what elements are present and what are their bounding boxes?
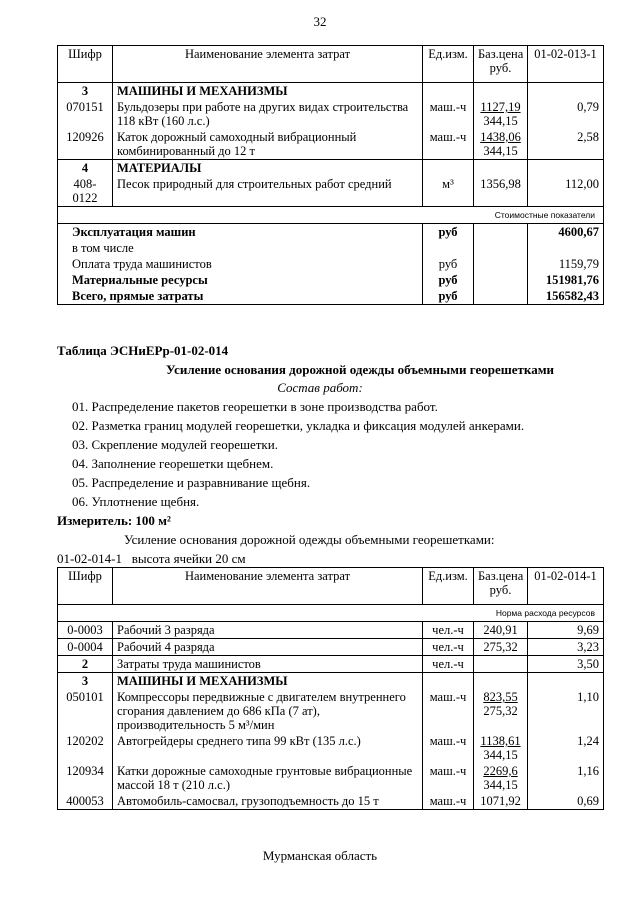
row-value: 3,50 bbox=[528, 656, 604, 673]
row-unit: маш.-ч bbox=[423, 763, 474, 793]
summary-name: Оплата труда машинистов bbox=[58, 256, 423, 272]
summary-row bbox=[58, 272, 604, 288]
summary-name: Всего, прямые затраты bbox=[58, 288, 423, 305]
row-name: Рабочий 4 разряда bbox=[113, 639, 423, 656]
row-value: 0,79 bbox=[528, 99, 604, 129]
row-name: Компрессоры передвижные с двигателем внутреннего сгорания давлением до 686 кПа (7 ат), производительность 5 м³/мин bbox=[113, 689, 423, 733]
row-code: 408-0122 bbox=[58, 176, 113, 207]
row-unit: маш.-ч bbox=[423, 689, 474, 733]
work-item: 06. Уплотнение щебня. bbox=[72, 494, 200, 509]
summary-unit: руб bbox=[423, 256, 474, 272]
row-code: 120202 bbox=[58, 733, 113, 763]
row-value: 2,58 bbox=[528, 129, 604, 160]
row-value: 0,69 bbox=[528, 793, 604, 810]
work-item: 01. Распределение пакетов георешетки в зоне производства работ. bbox=[72, 399, 438, 414]
group-number: 3 bbox=[58, 83, 113, 100]
work-item: 02. Разметка границ модулей георешетки, укладка и фиксация модулей анкерами. bbox=[72, 418, 525, 433]
row-name: Песок природный для строительных работ средний bbox=[113, 176, 423, 207]
row-code: 400053 bbox=[58, 793, 113, 810]
summary-value: 4600,67 bbox=[528, 224, 604, 241]
price-wage: 344,15 bbox=[483, 144, 518, 158]
row-price bbox=[474, 763, 528, 793]
row-value: 1,24 bbox=[528, 733, 604, 763]
row-price: 1356,98 bbox=[474, 176, 528, 207]
table-row bbox=[58, 689, 604, 733]
summary-unit: руб bbox=[423, 224, 474, 241]
row-unit: маш.-ч bbox=[423, 129, 474, 160]
row-name: Каток дорожный самоходный вибрационный комбинированный до 12 т bbox=[113, 129, 423, 160]
row-price bbox=[474, 129, 528, 160]
subheading: Усиление основания дорожной одежды объемными георешетками: bbox=[124, 532, 495, 547]
row-name: Бульдозеры при работе на других видах строительства 118 кВт (160 л.с.) bbox=[113, 99, 423, 129]
group-number: 2 bbox=[58, 656, 113, 673]
code-line: 01-02-014-1 высота ячейки 20 см bbox=[57, 551, 246, 566]
row-unit: маш.-ч bbox=[423, 99, 474, 129]
table-row bbox=[58, 99, 604, 129]
price-base: 2269,6 bbox=[483, 764, 518, 778]
row-code: 070151 bbox=[58, 99, 113, 129]
price-wage: 344,15 bbox=[483, 748, 518, 762]
row-unit: маш.-ч bbox=[423, 793, 474, 810]
works-title: Состав работ: bbox=[277, 380, 363, 395]
group-row bbox=[58, 673, 604, 690]
summary-row bbox=[58, 256, 604, 272]
row-value: 1,16 bbox=[528, 763, 604, 793]
table-row bbox=[58, 763, 604, 793]
row-name: Автомобиль-самосвал, грузоподъемность до 15 т bbox=[113, 793, 423, 810]
table-row bbox=[58, 176, 604, 207]
row-value: 3,23 bbox=[528, 639, 604, 656]
header-price: Баз.цена руб. bbox=[474, 46, 528, 83]
resource-table-2 bbox=[57, 567, 604, 810]
group-title: МАШИНЫ И МЕХАНИЗМЫ bbox=[113, 83, 423, 100]
price-wage: 344,15 bbox=[483, 778, 518, 792]
price-base: 1438,06 bbox=[480, 130, 521, 144]
row-code: 0-0004 bbox=[58, 639, 113, 656]
summary-name: в том числе bbox=[58, 240, 423, 256]
row-unit: маш.-ч bbox=[423, 733, 474, 763]
price-base: 823,55 bbox=[483, 690, 518, 704]
row-code: 050101 bbox=[58, 689, 113, 733]
group-title: МАТЕРИАЛЫ bbox=[113, 160, 423, 177]
resource-table-1 bbox=[57, 45, 604, 305]
group-number: 3 bbox=[58, 673, 113, 690]
header-unit: Ед.изм. bbox=[423, 46, 474, 83]
row-price: 275,32 bbox=[474, 639, 528, 656]
header-column-id: 01-02-013-1 bbox=[528, 46, 604, 83]
row-price: 1071,92 bbox=[474, 793, 528, 810]
row-name: Автогрейдеры среднего типа 99 кВт (135 л.с.) bbox=[113, 733, 423, 763]
group-title: МАШИНЫ И МЕХАНИЗМЫ bbox=[113, 673, 423, 690]
summary-value: 151981,76 bbox=[528, 272, 604, 288]
table-header bbox=[58, 46, 604, 83]
row-price bbox=[474, 689, 528, 733]
table-row bbox=[58, 793, 604, 810]
row-unit: чел.-ч bbox=[423, 656, 474, 673]
section-label: Стоимостные показатели bbox=[58, 207, 604, 224]
price-wage: 275,32 bbox=[483, 704, 518, 718]
section-label-row bbox=[58, 605, 604, 622]
table-title: Таблица ЭСНиЕРр-01-02-014 bbox=[57, 343, 229, 358]
summary-value: 1159,79 bbox=[528, 256, 604, 272]
work-item: 03. Скрепление модулей георешетки. bbox=[72, 437, 278, 452]
summary-name: Материальные ресурсы bbox=[58, 272, 423, 288]
norm-label: Норма расхода ресурсов bbox=[58, 605, 604, 622]
measure-unit: Измеритель: 100 м² bbox=[57, 513, 171, 528]
row-code: 120926 bbox=[58, 129, 113, 160]
header-name: Наименование элемента затрат bbox=[113, 568, 423, 605]
row-unit: чел.-ч bbox=[423, 639, 474, 656]
page-number: 32 bbox=[313, 14, 327, 29]
row-name: Катки дорожные самоходные грунтовые вибрационные массой 18 т (210 л.с.) bbox=[113, 763, 423, 793]
group-number: 4 bbox=[58, 160, 113, 177]
summary-unit: руб bbox=[423, 288, 474, 305]
group-title: Затраты труда машинистов bbox=[113, 656, 423, 673]
price-base: 1138,61 bbox=[480, 734, 521, 748]
row-code: 0-0003 bbox=[58, 622, 113, 639]
group-row bbox=[58, 160, 604, 177]
table-header bbox=[58, 568, 604, 605]
row-unit: чел.-ч bbox=[423, 622, 474, 639]
row-code: 120934 bbox=[58, 763, 113, 793]
summary-unit: руб bbox=[423, 272, 474, 288]
page-footer: Мурманская область bbox=[262, 848, 378, 863]
summary-value: 156582,43 bbox=[528, 288, 604, 305]
table-row bbox=[58, 622, 604, 639]
summary-row bbox=[58, 224, 604, 241]
summary-row bbox=[58, 240, 604, 256]
row-unit: м³ bbox=[423, 176, 474, 207]
group-row bbox=[58, 83, 604, 100]
work-item: 04. Заполнение георешетки щебнем. bbox=[72, 456, 274, 471]
work-item: 05. Распределение и разравнивание щебня. bbox=[72, 475, 311, 490]
price-base: 1127,19 bbox=[480, 100, 521, 114]
summary-name: Эксплуатация машин bbox=[58, 224, 423, 241]
row-price bbox=[474, 99, 528, 129]
section-heading: Усиление основания дорожной одежды объемными георешетками bbox=[165, 362, 555, 377]
row-value: 1,10 bbox=[528, 689, 604, 733]
price-wage: 344,15 bbox=[483, 114, 518, 128]
section-label-row bbox=[58, 207, 604, 224]
header-column-id: 01-02-014-1 bbox=[528, 568, 604, 605]
header-code: Шифр bbox=[58, 568, 113, 605]
header-unit: Ед.изм. bbox=[423, 568, 474, 605]
header-code: Шифр bbox=[58, 46, 113, 83]
table-row bbox=[58, 129, 604, 160]
row-price bbox=[474, 733, 528, 763]
header-name: Наименование элемента затрат bbox=[113, 46, 423, 83]
group-row bbox=[58, 656, 604, 673]
summary-row bbox=[58, 288, 604, 305]
header-price: Баз.цена руб. bbox=[474, 568, 528, 605]
row-value: 9,69 bbox=[528, 622, 604, 639]
row-value: 112,00 bbox=[528, 176, 604, 207]
table-row bbox=[58, 733, 604, 763]
table-row bbox=[58, 639, 604, 656]
row-name: Рабочий 3 разряда bbox=[113, 622, 423, 639]
row-price: 240,91 bbox=[474, 622, 528, 639]
